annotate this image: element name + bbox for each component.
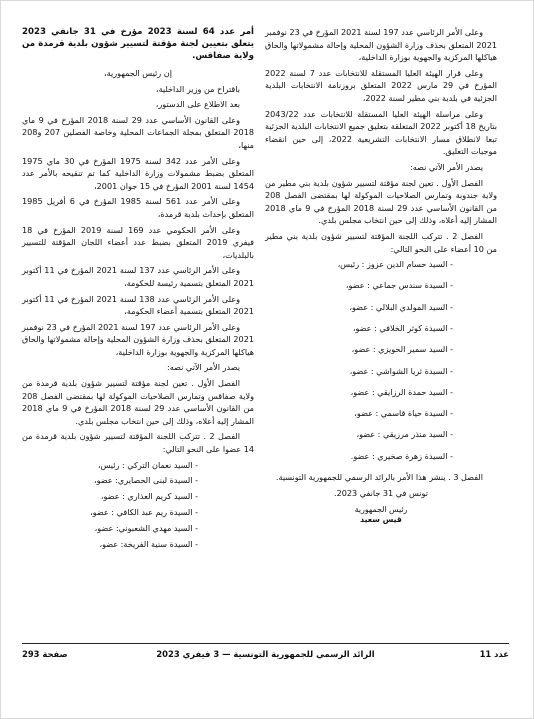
signing-date: تونس في 31 جانفي 2023. (334, 487, 428, 498)
signatory-title: رئيس الجمهورية (354, 505, 408, 515)
left-column (22, 26, 254, 554)
members-list (22, 459, 254, 551)
list-item: - السيد مهدي الشعبوني: عضو، (94, 522, 198, 533)
paragraph: إن رئيس الجمهورية، (104, 68, 172, 78)
list-item: - السيدة ثريا الشواشي : عضو، (349, 365, 453, 376)
decree-title: أمر عدد 64 لسنة 2023 مؤرخ في 31 جانفي 2023 يتعلق بتعيين لجنة مؤقتة لتسيير شؤون بلدية قرمدة من ولاية صفاقس. (22, 27, 254, 61)
list-item: - السيد منذر مرزيقي : عضو، (356, 429, 453, 440)
paragraph: باقتراح من وزير الداخلية، (155, 83, 240, 94)
decree-heading: يصدر الأمر الآتي نصه: (166, 362, 240, 373)
list-item: - السيدة كوثر الخلافي : عضو، (352, 322, 453, 333)
list-item: - السيد نعمان التركي : رئيس، (97, 459, 198, 470)
paragraph: وعلى مراسلة الهيئة العليا المستقلة للانتخابات عدد 2043/22 بتاريخ 18 أكتوبر 2022 المتعلقة بتعليق جميع الانتخابات البلدية الجزئية تبعا لانطلاق مسار الانتخابات التشريعية 2022، إلى حين انقضاء موجبات التعليق. (265, 108, 497, 157)
journal-title: الرائد الرسمي للجمهورية التونسية — 3 فيفري 2023 (156, 649, 375, 659)
list-item: - السيدة حياة قاسمي : عضو، (354, 408, 453, 419)
decree-heading: يصدر الأمر الآتي نصه: (409, 161, 483, 172)
paragraph: وعلى قرار الهيئة العليا المستقلة للانتخابات عدد 7 لسنة 2022 المؤرخ في 29 مارس 2022 المتعلق بروزنامة الانتخابات البلدية الجزئية في بلدية بني مطير لسنة 2022، (265, 67, 497, 103)
article-3: الفصل 3 . ينشر هذا الأمر بالرائد الرسمي للجمهورية التونسية. (275, 471, 483, 482)
footer-divider (22, 643, 509, 644)
paragraph: وعلى الأمر الرئاسي عدد 138 لسنة 2021 المؤرخ في 11 أكتوبر 2021 المتعلق بتسمية أعضاء الحكومة، (22, 293, 254, 317)
issue-number: عدد 11 (479, 649, 509, 659)
members-list (265, 258, 497, 462)
list-item: - السيد حسام الدين عزوز : رئيس، (337, 259, 453, 270)
list-item: - السيدة ريم عبد الكافي : عضو، (90, 506, 198, 517)
list-item: - السيدة زهرة صخيري : عضو. (350, 450, 453, 461)
list-item: - السيدة لبنى الحصايري: عضو، (93, 475, 198, 486)
list-item: - السيد المولدي البلالي : عضو، (349, 301, 453, 312)
paragraph: وعلى القانون الأساسي عدد 29 لسنة 2018 المؤرخ في 9 ماي 2018 المتعلق بمجلة الجماعات المحلية وخاصة الفصلين 207 و208 منها، (22, 114, 254, 150)
paragraph: وعلى الأمر عدد 342 لسنة 1975 المؤرخ في 30 ماي 1975 المتعلق بضبط مشمولات وزارة الداخلية كما تم تنقيحه بالأمر عدد 1454 لسنة 2001 المؤرخ في 15 جوان 2001، (22, 155, 254, 191)
paragraph: وعلى الأمر الرئاسي عدد 197 لسنة 2021 المؤرخ في 23 نوفمبر 2021 المتعلق بحذف وزارة الشؤون المحلية وإحالة مشمولاتها والحاق هياكلها المركزية والجهوية بوزارة الداخلية، (22, 321, 254, 357)
paragraph: وعلى الأمر عدد 561 لسنة 1985 المؤرخ في 6 أفريل 1985 المتعلق بإحداث بلدية قرمدة، (22, 196, 254, 219)
paragraph: وعلى الأمر الحكومي عدد 169 لسنة 2019 المؤرخ في 18 فيفري 2019 المتعلق بضبط عدد أعضاء اللجان المؤقتة للتسيير بالبلديات، (22, 224, 255, 260)
article-2: الفصل 2 . تتركب اللجنة المؤقتة لتسيير شؤون بلدية قرمدة من 14 عضوا على النحو التالي: (22, 431, 254, 455)
signatory-name: قيس سعيد (360, 515, 402, 525)
right-column (265, 26, 497, 525)
list-item: - السيدة سندس جماعي : عضو، (345, 280, 453, 291)
paragraph: وعلى الأمر الرئاسي عدد 137 لسنة 2021 المؤرخ في 11 أكتوبر 2021 المتعلق بتسمية رئيسة للحكومة، (22, 265, 254, 288)
list-item: - السيد حمدة الرزايقي : عضو، (350, 386, 453, 397)
article-1: الفصل الأول . تعين لجنة مؤقتة لتسيير شؤون بلدية بني مطير من ولاية جندوبة وتمارس الصلاحيات الموكولة لها بمقتضى الفصل 208 من القانون الأساسي عدد 29 لسنة 2018 المؤرخ في 9 ماي 2018 المشار إليه أعلاه، وذلك إلى حين انتخاب مجلس بلدي. (265, 177, 497, 226)
article-2: الفصل 2 . تتركب اللجنة المؤقتة لتسيير شؤون بلدية بني مطير من 10 أعضاء على النحو التالي: (265, 230, 497, 254)
page-number: صفحة 293 (22, 649, 68, 659)
paragraph: بعد الاطلاع على الدستور، (155, 99, 240, 110)
list-item: - السيد كريم العذاري : عضو، (100, 491, 198, 502)
list-item: - السيدة سنية الفريخة: عضو، (99, 538, 198, 549)
list-item: - السيد سمير الحويزي : عضو، (351, 344, 453, 355)
paragraph: وعلى الأمر الرئاسي عدد 197 لسنة 2021 المؤرخ في 23 نوفمبر 2021 المتعلق بحذف وزارة الشؤون المحلية وإحالة مشمولاتها والحاق هياكلها المركزية والجهوية بوزارة الداخلية، (265, 27, 497, 63)
signature-block (265, 505, 497, 525)
article-1: الفصل الأول . تعين لجنة مؤقتة لتسيير شؤون بلدية قرمدة من ولاية صفاقس وتمارس الصلاحيات الموكولة لها بمقتضى الفصل 208 من القانون الأساسي عدد 29 لسنة 2018 المؤرخ في 9 ماي 2018 المشار إليه أعلاه، وذلك إلى حين انتخاب مجلس بلدي. (22, 378, 254, 426)
